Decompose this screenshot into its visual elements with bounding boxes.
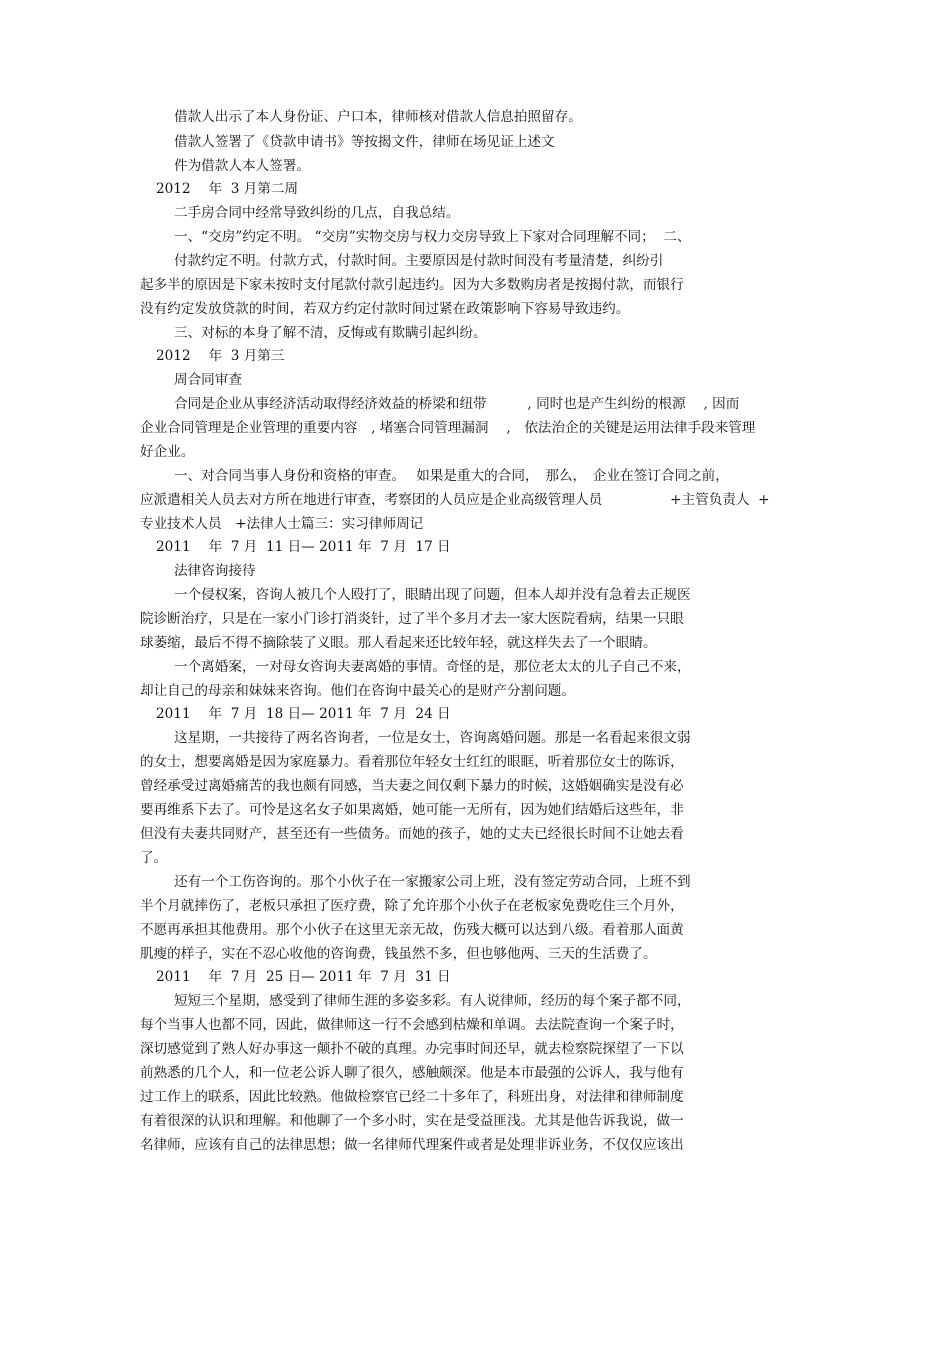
text-line: 名律师，应该有自己的法律思想；做一名律师代理案件或者是处理非诉业务，不仅仅应该出 bbox=[140, 1137, 684, 1153]
text-line: 这星期，一共接待了两名咨询者，一位是女士，咨询离婚问题。那是一名看起来很文弱 bbox=[174, 730, 691, 746]
text-line: 合同是企业从事经济活动取得经济效益的桥梁和纽带 , 同时也是产生纠纷的根源 , 因而 bbox=[174, 396, 740, 412]
text-line: 一个离婚案，一对母女咨询夫妻离婚的事情。奇怪的是，那位老太太的儿子自己不来， bbox=[174, 659, 691, 675]
text-line: 要再维系下去了。可怜是这名女子如果离婚，她可能一无所有，因为她们结婚后这些年，非 bbox=[140, 802, 684, 818]
text-line: 借款人出示了本人身份证、户口本，律师核对借款人信息拍照留存。 bbox=[174, 109, 582, 125]
text-line: 2012 年 3 月第二周 bbox=[156, 181, 299, 197]
text-line: 周合同审查 bbox=[174, 372, 242, 388]
text-line: 二手房合同中经常导致纠纷的几点，自我总结。 bbox=[174, 205, 460, 221]
text-line: 一、对合同当事人身份和资格的审查。 如果是重大的合同， 那么， 企业在签订合同之前， bbox=[174, 468, 729, 484]
text-line: 深切感觉到了熟人好办事这一颠扑不破的真理。办完事时间还早，就去检察院探望了一下以 bbox=[140, 1041, 684, 1057]
text-line: 2011 年 7 月 25 日— 2011 年 7 月 31 日 bbox=[156, 969, 451, 985]
text-line: 短短三个星期，感受到了律师生涯的多姿多彩。有人说律师，经历的每个案子都不同， bbox=[174, 993, 691, 1009]
text-line: 前熟悉的几个人，和一位老公诉人聊了很久，感触颇深。他是本市最强的公诉人，我与他有 bbox=[140, 1065, 684, 1081]
text-line: 借款人签署了《贷款申请书》等按揭文件，律师在场见证上述文 bbox=[174, 134, 555, 150]
text-line: 三、对标的本身了解不清，反悔或有欺瞒引起纠纷。 bbox=[174, 325, 487, 341]
text-line: 有着很深的认识和理解。和他聊了一个多小时，实在是受益匪浅。尤其是他告诉我说，做一 bbox=[140, 1113, 684, 1129]
text-line: 肌瘦的样子，实在不忍心收他的咨询费，钱虽然不多，但也够他两、三天的生活费了。 bbox=[140, 946, 657, 962]
text-line: 却让自己的母亲和妹妹来咨询。他们在咨询中最关心的是财产分割问题。 bbox=[140, 683, 575, 699]
text-line: 应派遣相关人员去对方所在地进行审查，考察团的人员应是企业高级管理人员 +主管负责人 + bbox=[140, 492, 770, 508]
text-line: 还有一个工伤咨询的。那个小伙子在一家搬家公司上班，没有签定劳动合同，上班不到 bbox=[174, 874, 691, 890]
text-line: 一、“交房”约定不明。 “交房”实物交房与权力交房导致上下家对合同理解不同； 二、 bbox=[174, 229, 691, 245]
text-line: 专业技术人员 +法律人士篇三：实习律师周记 bbox=[140, 516, 424, 532]
text-line: 但没有夫妻共同财产，甚至还有一些债务。而她的孩子，她的丈夫已经很长时间不让她去看 bbox=[140, 826, 684, 842]
text-line: 院诊断治疗，只是在一家小门诊打消炎针，过了半个多月才去一家大医院看病，结果一只眼 bbox=[140, 611, 684, 627]
text-line: 曾经承受过离婚痛苦的我也颇有同感，当夫妻之间仅剩下暴力的时候，这婚姻确实是没有必 bbox=[140, 778, 684, 794]
text-line: 2011 年 7 月 11 日— 2011 年 7 月 17 日 bbox=[156, 539, 451, 555]
text-line: 的女士，想要离婚是因为家庭暴力。看着那位年轻女士红红的眼眶，听着那位女士的陈诉， bbox=[140, 754, 684, 770]
text-line: 付款约定不明。付款方式，付款时间。主要原因是付款时间没有考量清楚，纠纷引 bbox=[174, 253, 664, 269]
text-line: 2012 年 3 月第三 bbox=[156, 348, 285, 364]
text-line: 每个当事人也都不同，因此，做律师这一行不会感到枯燥和单调。去法院查询一个案子时， bbox=[140, 1017, 684, 1033]
text-line: 球萎缩，最后不得不摘除装了义眼。那人看起来还比较年轻，就这样失去了一个眼睛。 bbox=[140, 635, 657, 651]
text-line: 件为借款人本人签署。 bbox=[174, 158, 310, 174]
text-line: 了。 bbox=[140, 850, 168, 866]
text-line: 一个侵权案，咨询人被几个人殴打了，眼睛出现了问题，但本人却并没有急着去正规医 bbox=[174, 587, 691, 603]
text-line: 起多半的原因是下家未按时支付尾款付款引起违约。因为大多数购房者是按揭付款，而银行 bbox=[140, 277, 684, 293]
text-line: 半个月就摔伤了，老板只承担了医疗费，除了允许那个小伙子在老板家免费吃住三个月外， bbox=[140, 898, 684, 914]
text-line: 没有约定发放贷款的时间，若双方约定付款时间过紧在政策影响下容易导致违约。 bbox=[140, 301, 630, 317]
text-line: 不愿再承担其他费用。那个小伙子在这里无亲无故，伤残大概可以达到八级。看着那人面黄 bbox=[140, 922, 684, 938]
text-line: 过工作上的联系，因此比较熟。他做检察官已经二十多年了，科班出身，对法律和律师制度 bbox=[140, 1089, 684, 1105]
text-line: 好企业。 bbox=[140, 444, 195, 460]
text-line: 法律咨询接待 bbox=[174, 563, 256, 579]
text-line: 企业合同管理是企业管理的重要内容 , 堵塞合同管理漏洞 , 依法治企的关键是运用法律手段来管理 bbox=[140, 420, 756, 436]
text-line: 2011 年 7 月 18 日— 2011 年 7 月 24 日 bbox=[156, 706, 451, 722]
